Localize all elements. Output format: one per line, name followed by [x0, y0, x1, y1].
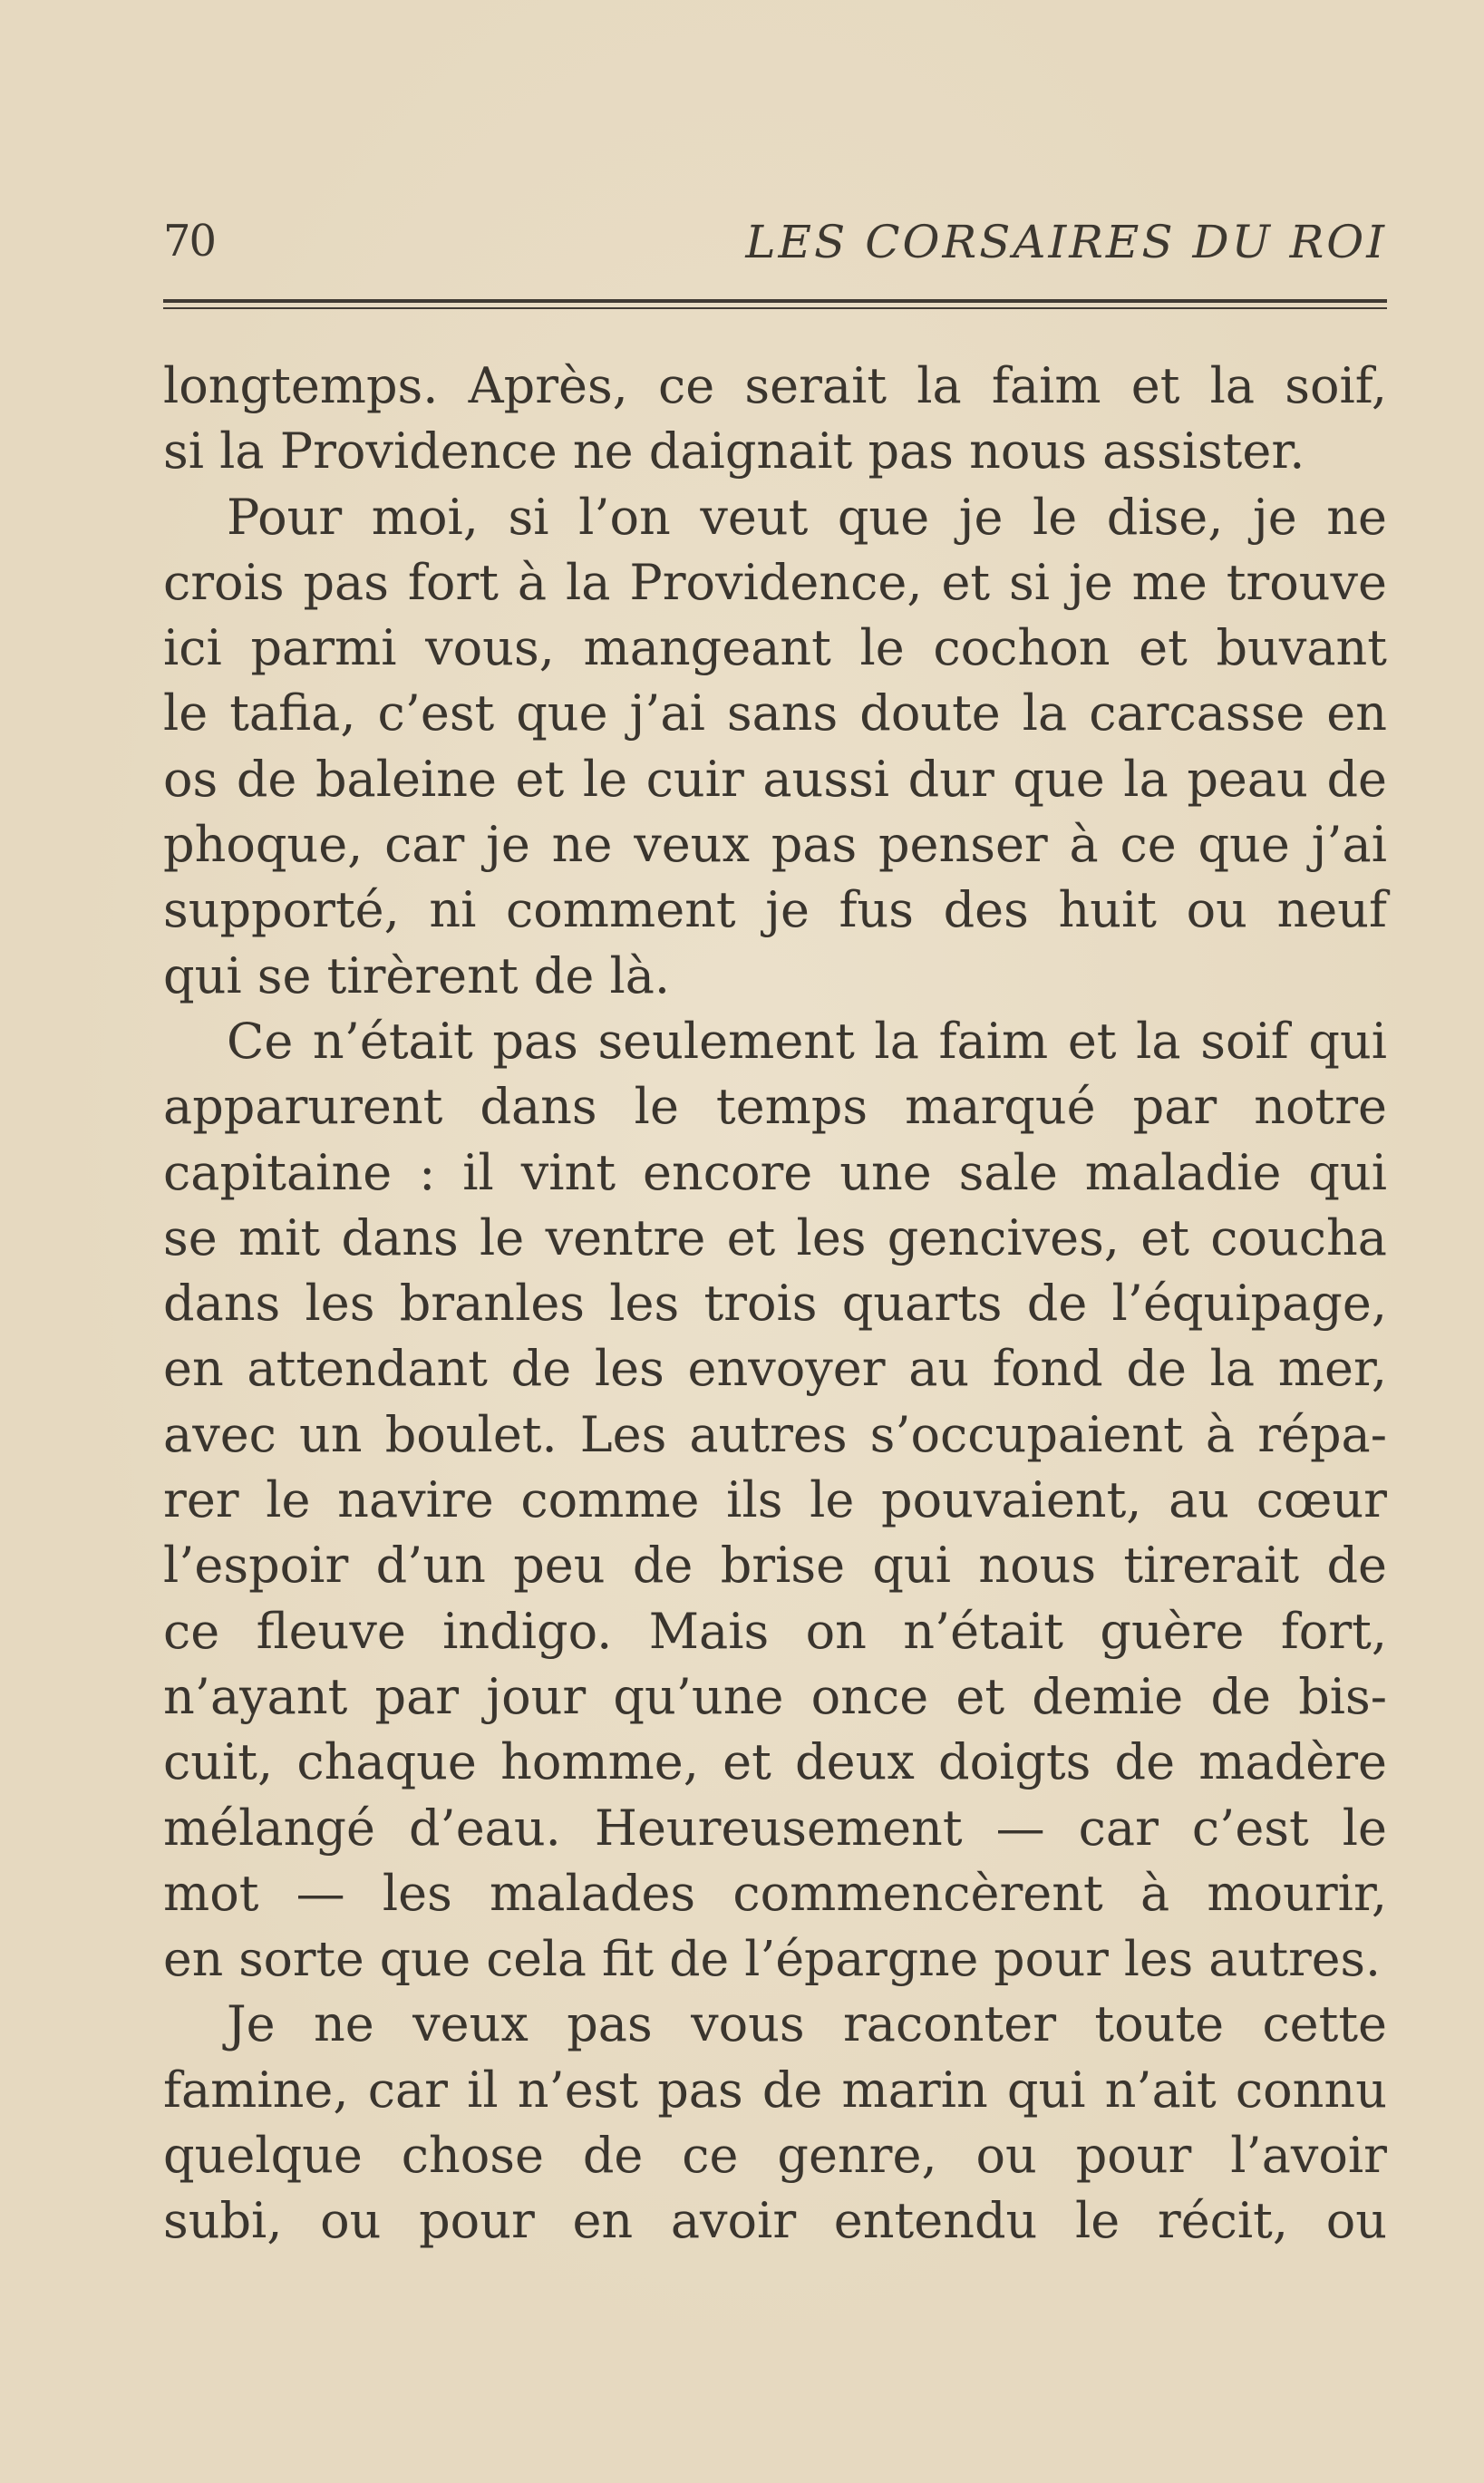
text-line: subi, ou pour en avoir entendu le récit, ou: [163, 2192, 1387, 2250]
text-line: Pour moi, si l’on veut que je le dise, je ne: [227, 488, 1387, 546]
text-line: se mit dans le ventre et les gencives, et coucha: [163, 1208, 1387, 1266]
header-rule: [163, 299, 1387, 309]
text-line: qui se tirèrent de là.: [163, 946, 671, 1004]
text-line: mot — les malades commencèrent à mourir,: [163, 1864, 1387, 1922]
text-line: avec un boulet. Les autres s’occupaient à répa-: [163, 1405, 1387, 1463]
text-line: dans les branles les trois quarts de l’équipage,: [163, 1275, 1387, 1333]
text-line: apparurent dans le temps marqué par notre: [163, 1078, 1387, 1136]
text-line: quelque chose de ce genre, ou pour l’avoir: [163, 2127, 1387, 2185]
text-line: en attendant de les envoyer au fond de la mer,: [163, 1340, 1387, 1398]
text-line: le tafia, c’est que j’ai sans doute la carcasse en: [163, 684, 1387, 742]
body-text: [163, 354, 1387, 2255]
text-line: en sorte que cela fit de l’épargne pour les autres.: [163, 1930, 1381, 1988]
text-line: rer le navire comme ils le pouvaient, au cœur: [163, 1471, 1387, 1529]
text-line: supporté, ni comment je fus des huit ou neuf: [163, 881, 1387, 939]
text-line: l’espoir d’un peu de brise qui nous tirerait de: [163, 1537, 1387, 1595]
text-line: phoque, car je ne veux pas penser à ce que j’ai: [163, 816, 1387, 874]
page-header: [163, 216, 1387, 288]
running-head: LES CORSAIRES DU ROI: [745, 216, 1387, 268]
text-line: longtemps. Après, ce serait la faim et la soif,: [163, 357, 1387, 414]
text-line: famine, car il n’est pas de marin qui n’ait connu: [163, 2061, 1387, 2119]
text-line: os de baleine et le cuir aussi dur que la peau de: [163, 750, 1387, 808]
text-line: mélangé d’eau. Heureusement — car c’est le: [163, 1799, 1387, 1857]
text-line: cuit, chaque homme, et deux doigts de madère: [163, 1733, 1387, 1791]
text-line: crois pas fort à la Providence, et si je me trouve: [163, 553, 1387, 611]
text-line: si la Providence ne daignait pas nous assister.: [163, 422, 1305, 480]
page-number: 70: [163, 216, 216, 267]
text-line: Ce n’était pas seulement la faim et la soif qui: [227, 1012, 1387, 1070]
text-line: ce fleuve indigo. Mais on n’était guère fort,: [163, 1602, 1387, 1660]
text-line: capitaine : il vint encore une sale maladie qui: [163, 1143, 1387, 1201]
text-line: n’ayant par jour qu’une once et demie de bis-: [163, 1667, 1387, 1725]
text-line: ici parmi vous, mangeant le cochon et buvant: [163, 619, 1387, 677]
text-line: Je ne veux pas vous raconter toute cette: [227, 1995, 1387, 2053]
